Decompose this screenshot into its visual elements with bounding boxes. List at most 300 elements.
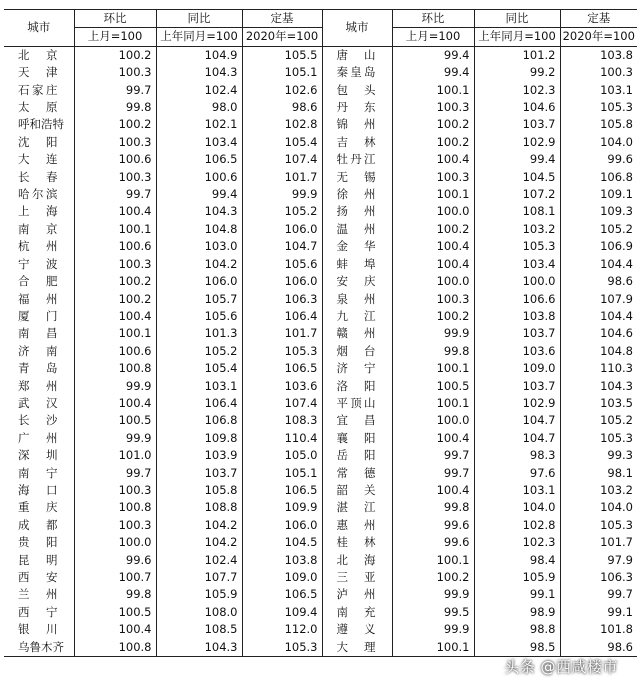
mom-value-right: 99.4 <box>392 64 474 81</box>
mom-value-left: 99.7 <box>74 186 156 203</box>
city-name-right: 南 充 <box>322 604 392 621</box>
base-value-right: 104.4 <box>560 308 637 325</box>
mom-value-left: 100.1 <box>74 325 156 342</box>
table-row <box>4 499 637 516</box>
col-header-mom: 环比 <box>74 10 156 28</box>
mom-value-right: 100.2 <box>392 134 474 151</box>
base-value-left: 104.5 <box>242 534 322 551</box>
yoy-value-left: 104.8 <box>156 221 242 238</box>
mom-value-right: 100.4 <box>392 482 474 499</box>
table-row <box>4 430 637 447</box>
base-value-right: 100.3 <box>560 64 637 81</box>
yoy-value-left: 106.0 <box>156 273 242 290</box>
base-value-left: 101.7 <box>242 169 322 186</box>
yoy-value-right: 102.9 <box>474 134 560 151</box>
table-row <box>4 517 637 534</box>
city-name-left: 西 安 <box>18 570 58 584</box>
yoy-value-left: 104.3 <box>156 639 242 657</box>
city-name-left: 成 都 <box>18 517 58 532</box>
yoy-value-left: 106.8 <box>156 412 242 429</box>
table-row <box>4 639 637 657</box>
city-name-left: 南 昌 <box>18 326 58 341</box>
table-row <box>4 273 637 290</box>
city-name-right: 韶 关 <box>322 482 392 499</box>
city-name-right: 三 亚 <box>322 569 392 586</box>
table-row <box>4 169 637 186</box>
base-value-right: 104.0 <box>560 499 637 516</box>
base-value-left: 106.5 <box>242 482 322 499</box>
table-row <box>4 238 637 255</box>
base-value-right: 98.6 <box>560 273 637 290</box>
base-value-right: 99.6 <box>560 151 637 168</box>
city-name-right: 蚌 埠 <box>322 256 392 273</box>
mom-value-right: 100.4 <box>392 430 474 447</box>
mom-value-left: 100.3 <box>74 134 156 151</box>
mom-value-right: 99.7 <box>392 447 474 464</box>
yoy-value-right: 106.6 <box>474 291 560 308</box>
city-name-right: 济 宁 <box>322 360 392 377</box>
mom-value-left: 100.4 <box>74 395 156 412</box>
yoy-value-left: 104.3 <box>156 64 242 81</box>
yoy-value-right: 105.3 <box>474 238 560 255</box>
mom-value-left: 100.5 <box>74 412 156 429</box>
mom-value-left: 100.2 <box>74 273 156 290</box>
table-row <box>4 99 637 116</box>
city-name-left: 郑 州 <box>18 378 58 393</box>
mom-value-left: 100.2 <box>74 116 156 133</box>
yoy-value-left: 105.8 <box>156 482 242 499</box>
mom-value-left: 100.3 <box>74 482 156 499</box>
city-name-left: 武 汉 <box>18 395 58 410</box>
mom-value-left: 100.5 <box>74 604 156 621</box>
table-row <box>4 378 637 395</box>
yoy-value-left: 103.0 <box>156 238 242 255</box>
table-row <box>4 134 637 151</box>
city-name-right: 丹 东 <box>322 99 392 116</box>
yoy-value-left: 103.9 <box>156 447 242 464</box>
city-name-left: 海 口 <box>18 482 58 497</box>
table-row <box>4 308 637 325</box>
yoy-value-right: 103.4 <box>474 256 560 273</box>
table-row <box>4 447 637 464</box>
yoy-value-left: 102.1 <box>156 116 242 133</box>
base-value-right: 109.1 <box>560 186 637 203</box>
col-subheader-base: 2020年=100 <box>242 28 322 46</box>
mom-value-left: 100.4 <box>74 203 156 220</box>
yoy-value-left: 100.6 <box>156 169 242 186</box>
mom-value-left: 99.7 <box>74 465 156 482</box>
base-value-left: 102.8 <box>242 116 322 133</box>
base-value-left: 105.5 <box>242 46 322 64</box>
city-name-left: 长 沙 <box>18 413 58 428</box>
base-value-right: 104.8 <box>560 343 637 360</box>
base-value-right: 106.8 <box>560 169 637 186</box>
base-value-right: 110.3 <box>560 360 637 377</box>
mom-value-right: 99.5 <box>392 604 474 621</box>
mom-value-left: 100.8 <box>74 360 156 377</box>
mom-value-right: 99.9 <box>392 325 474 342</box>
base-value-left: 99.9 <box>242 186 322 203</box>
table-row <box>4 291 637 308</box>
yoy-value-right: 98.9 <box>474 604 560 621</box>
mom-value-left: 100.6 <box>74 238 156 255</box>
city-name-right: 温 州 <box>322 221 392 238</box>
city-name-right: 包 头 <box>322 82 392 99</box>
mom-value-right: 100.1 <box>392 552 474 569</box>
col-subheader-base-2: 2020年=100 <box>560 28 637 46</box>
yoy-value-right: 103.8 <box>474 308 560 325</box>
yoy-value-right: 104.5 <box>474 169 560 186</box>
base-value-right: 99.3 <box>560 447 637 464</box>
yoy-value-left: 104.9 <box>156 46 242 64</box>
table-row <box>4 360 637 377</box>
base-value-left: 112.0 <box>242 621 322 638</box>
city-name-left: 太 原 <box>18 100 58 115</box>
mom-value-right: 99.8 <box>392 343 474 360</box>
city-name-right: 扬 州 <box>322 203 392 220</box>
base-value-right: 103.5 <box>560 395 637 412</box>
yoy-value-left: 104.3 <box>156 203 242 220</box>
yoy-value-right: 102.3 <box>474 82 560 99</box>
yoy-value-left: 105.4 <box>156 360 242 377</box>
mom-value-left: 100.7 <box>74 569 156 586</box>
city-name-right: 平顶山 <box>322 395 392 412</box>
base-value-right: 98.1 <box>560 465 637 482</box>
mom-value-right: 100.1 <box>392 360 474 377</box>
col-subheader-mom-2: 上月=100 <box>392 28 474 46</box>
mom-value-right: 99.6 <box>392 517 474 534</box>
city-name-left: 大 连 <box>18 152 58 167</box>
city-name-left: 福 州 <box>18 291 58 306</box>
city-name-left: 兰 州 <box>18 587 58 602</box>
yoy-value-left: 104.2 <box>156 256 242 273</box>
base-value-left: 106.4 <box>242 308 322 325</box>
yoy-value-right: 100.0 <box>474 273 560 290</box>
city-name-left: 长 春 <box>18 169 58 184</box>
base-value-right: 109.3 <box>560 203 637 220</box>
city-name-right: 锦 州 <box>322 116 392 133</box>
city-name-right: 桂 林 <box>322 534 392 551</box>
yoy-value-right: 99.4 <box>474 151 560 168</box>
mom-value-left: 99.6 <box>74 552 156 569</box>
mom-value-left: 100.3 <box>74 169 156 186</box>
base-value-left: 101.7 <box>242 325 322 342</box>
table-row <box>4 82 637 99</box>
yoy-value-right: 98.5 <box>474 639 560 657</box>
yoy-value-left: 106.4 <box>156 395 242 412</box>
city-name-right: 襄 阳 <box>322 430 392 447</box>
mom-value-left: 100.4 <box>74 308 156 325</box>
mom-value-left: 100.2 <box>74 46 156 64</box>
mom-value-right: 100.2 <box>392 116 474 133</box>
base-value-right: 103.1 <box>560 82 637 99</box>
yoy-value-right: 98.3 <box>474 447 560 464</box>
mom-value-left: 100.2 <box>74 291 156 308</box>
col-subheader-yoy-2: 上年同月=100 <box>474 28 560 46</box>
mom-value-left: 100.3 <box>74 256 156 273</box>
yoy-value-right: 102.9 <box>474 395 560 412</box>
city-name-right: 牡丹江 <box>322 151 392 168</box>
table-row <box>4 586 637 603</box>
base-value-right: 104.6 <box>560 325 637 342</box>
city-name-left: 重 庆 <box>18 500 58 515</box>
city-name-left: 贵 阳 <box>18 535 58 550</box>
mom-value-right: 99.8 <box>392 499 474 516</box>
mom-value-right: 99.4 <box>392 46 474 64</box>
yoy-value-left: 105.6 <box>156 308 242 325</box>
base-value-left: 107.4 <box>242 395 322 412</box>
yoy-value-right: 101.2 <box>474 46 560 64</box>
base-value-right: 101.7 <box>560 534 637 551</box>
mom-value-right: 100.4 <box>392 151 474 168</box>
base-value-left: 103.6 <box>242 378 322 395</box>
city-name-right: 唐 山 <box>322 46 392 64</box>
base-value-right: 101.8 <box>560 621 637 638</box>
city-name-left: 石家庄 <box>18 82 58 97</box>
yoy-value-right: 103.2 <box>474 221 560 238</box>
city-name-right: 岳 阳 <box>322 447 392 464</box>
mom-value-right: 100.3 <box>392 169 474 186</box>
base-value-left: 106.5 <box>242 360 322 377</box>
city-name-left: 南 京 <box>18 221 58 236</box>
yoy-value-right: 98.4 <box>474 552 560 569</box>
base-value-left: 105.1 <box>242 64 322 81</box>
col-subheader-yoy: 上年同月=100 <box>156 28 242 46</box>
mom-value-right: 100.5 <box>392 378 474 395</box>
city-name-left: 宁 波 <box>18 256 58 271</box>
yoy-value-left: 103.7 <box>156 465 242 482</box>
base-value-right: 104.3 <box>560 378 637 395</box>
mom-value-left: 99.9 <box>74 430 156 447</box>
yoy-value-left: 104.2 <box>156 517 242 534</box>
city-name-left: 昆 明 <box>18 552 58 567</box>
yoy-value-right: 103.7 <box>474 325 560 342</box>
table-row <box>4 151 637 168</box>
base-value-left: 108.3 <box>242 412 322 429</box>
base-value-right: 106.9 <box>560 238 637 255</box>
base-value-left: 98.6 <box>242 99 322 116</box>
table-row <box>4 395 637 412</box>
city-name-left: 厦 门 <box>18 308 58 323</box>
mom-value-right: 100.1 <box>392 186 474 203</box>
base-value-left: 106.0 <box>242 273 322 290</box>
yoy-value-left: 105.9 <box>156 586 242 603</box>
col-subheader-mom: 上月=100 <box>74 28 156 46</box>
watermark: 头条 @西咸楼市 <box>504 658 618 676</box>
mom-value-left: 99.8 <box>74 99 156 116</box>
table-row <box>4 412 637 429</box>
header-row <box>4 10 637 28</box>
mom-value-right: 100.1 <box>392 395 474 412</box>
city-name-left: 南 宁 <box>18 465 58 480</box>
col-header-city: 城市 <box>4 10 74 47</box>
base-value-right: 105.3 <box>560 430 637 447</box>
mom-value-right: 99.6 <box>392 534 474 551</box>
base-value-right: 99.1 <box>560 604 637 621</box>
mom-value-left: 100.0 <box>74 534 156 551</box>
city-name-left: 西 宁 <box>18 604 58 619</box>
table-row <box>4 256 637 273</box>
yoy-value-right: 99.2 <box>474 64 560 81</box>
mom-value-right: 100.3 <box>392 291 474 308</box>
yoy-value-right: 98.8 <box>474 621 560 638</box>
base-value-right: 105.2 <box>560 412 637 429</box>
mom-value-right: 100.2 <box>392 569 474 586</box>
base-value-left: 105.0 <box>242 447 322 464</box>
mom-value-left: 100.4 <box>74 621 156 638</box>
base-value-left: 105.3 <box>242 343 322 360</box>
table-row <box>4 64 637 81</box>
table-row <box>4 552 637 569</box>
table-row <box>4 569 637 586</box>
mom-value-right: 100.4 <box>392 238 474 255</box>
city-name-right: 无 锡 <box>322 169 392 186</box>
yoy-value-right: 105.9 <box>474 569 560 586</box>
yoy-value-right: 103.1 <box>474 482 560 499</box>
base-value-right: 105.3 <box>560 517 637 534</box>
yoy-value-right: 104.7 <box>474 430 560 447</box>
mom-value-left: 101.0 <box>74 447 156 464</box>
yoy-value-left: 105.2 <box>156 343 242 360</box>
table-row <box>4 186 637 203</box>
city-name-left: 银 川 <box>18 622 58 637</box>
table-row <box>4 534 637 551</box>
yoy-value-right: 102.8 <box>474 517 560 534</box>
base-value-right: 105.2 <box>560 221 637 238</box>
city-name-right: 泸 州 <box>322 586 392 603</box>
mom-value-right: 100.3 <box>392 99 474 116</box>
city-name-left: 北 京 <box>18 47 58 62</box>
city-name-left: 合 肥 <box>18 274 58 289</box>
city-name-right: 北 海 <box>322 552 392 569</box>
yoy-value-left: 108.8 <box>156 499 242 516</box>
mom-value-left: 99.9 <box>74 378 156 395</box>
yoy-value-left: 102.4 <box>156 82 242 99</box>
mom-value-left: 99.7 <box>74 82 156 99</box>
city-name-left: 杭 州 <box>18 239 58 254</box>
col-header-yoy-2: 同比 <box>474 10 560 28</box>
table-row <box>4 46 637 64</box>
yoy-value-right: 103.7 <box>474 378 560 395</box>
subheader-row <box>4 28 637 46</box>
col-header-city-2: 城市 <box>322 10 392 47</box>
base-value-right: 104.4 <box>560 256 637 273</box>
yoy-value-left: 107.7 <box>156 569 242 586</box>
base-value-left: 105.4 <box>242 134 322 151</box>
base-value-right: 107.9 <box>560 291 637 308</box>
mom-value-right: 100.1 <box>392 639 474 657</box>
mom-value-left: 100.3 <box>74 517 156 534</box>
yoy-value-left: 98.0 <box>156 99 242 116</box>
mom-value-left: 100.8 <box>74 639 156 657</box>
base-value-right: 103.2 <box>560 482 637 499</box>
base-value-left: 106.5 <box>242 586 322 603</box>
base-value-right: 104.0 <box>560 134 637 151</box>
yoy-value-left: 108.0 <box>156 604 242 621</box>
col-header-yoy: 同比 <box>156 10 242 28</box>
yoy-value-right: 99.1 <box>474 586 560 603</box>
city-name-right: 湛 江 <box>322 499 392 516</box>
city-name-left: 呼和浩特 <box>18 117 64 132</box>
table-row <box>4 325 637 342</box>
city-name-right: 泉 州 <box>322 291 392 308</box>
mom-value-left: 100.6 <box>74 151 156 168</box>
city-name-left: 深 圳 <box>18 448 58 463</box>
city-name-right: 金 华 <box>322 238 392 255</box>
yoy-value-left: 105.7 <box>156 291 242 308</box>
yoy-value-left: 99.4 <box>156 186 242 203</box>
base-value-left: 106.0 <box>242 517 322 534</box>
city-name-right: 赣 州 <box>322 325 392 342</box>
city-name-left: 广 州 <box>18 430 58 445</box>
yoy-value-left: 106.5 <box>156 151 242 168</box>
mom-value-right: 100.2 <box>392 308 474 325</box>
base-value-left: 102.6 <box>242 82 322 99</box>
yoy-value-right: 103.6 <box>474 343 560 360</box>
city-name-right: 烟 台 <box>322 343 392 360</box>
base-value-left: 109.4 <box>242 604 322 621</box>
city-name-right: 吉 林 <box>322 134 392 151</box>
mom-value-right: 100.0 <box>392 203 474 220</box>
yoy-value-left: 104.2 <box>156 534 242 551</box>
table-row <box>4 465 637 482</box>
city-name-right: 惠 州 <box>322 517 392 534</box>
city-name-left: 沈 阳 <box>18 134 58 149</box>
mom-value-left: 100.1 <box>74 221 156 238</box>
base-value-left: 106.0 <box>242 221 322 238</box>
base-value-right: 105.3 <box>560 99 637 116</box>
table-row <box>4 482 637 499</box>
base-value-right: 99.7 <box>560 586 637 603</box>
yoy-value-right: 103.7 <box>474 116 560 133</box>
yoy-value-right: 109.0 <box>474 360 560 377</box>
col-header-base-2: 定基 <box>560 10 637 28</box>
table-row <box>4 203 637 220</box>
mom-value-left: 100.6 <box>74 343 156 360</box>
base-value-right: 98.6 <box>560 639 637 657</box>
yoy-value-left: 109.8 <box>156 430 242 447</box>
city-name-right: 九 江 <box>322 308 392 325</box>
base-value-left: 107.4 <box>242 151 322 168</box>
city-name-right: 安 庆 <box>322 273 392 290</box>
city-name-left: 青 岛 <box>18 361 58 376</box>
mom-value-right: 100.1 <box>392 82 474 99</box>
yoy-value-right: 104.0 <box>474 499 560 516</box>
city-name-right: 大 理 <box>322 639 392 657</box>
mom-value-right: 99.7 <box>392 465 474 482</box>
base-value-right: 97.9 <box>560 552 637 569</box>
mom-value-right: 99.9 <box>392 621 474 638</box>
mom-value-right: 99.9 <box>392 586 474 603</box>
base-value-left: 105.2 <box>242 203 322 220</box>
city-name-right: 秦皇岛 <box>322 64 392 81</box>
yoy-value-left: 103.4 <box>156 134 242 151</box>
base-value-right: 103.8 <box>560 46 637 64</box>
base-value-left: 106.3 <box>242 291 322 308</box>
mom-value-left: 100.3 <box>74 64 156 81</box>
city-name-right: 徐 州 <box>322 186 392 203</box>
mom-value-right: 100.2 <box>392 221 474 238</box>
mom-value-right: 100.4 <box>392 256 474 273</box>
table-body <box>4 46 637 656</box>
base-value-left: 105.1 <box>242 465 322 482</box>
yoy-value-right: 104.7 <box>474 412 560 429</box>
base-value-right: 106.3 <box>560 569 637 586</box>
city-name-left: 哈尔滨 <box>18 187 58 202</box>
city-name-left: 天 津 <box>18 65 58 80</box>
mom-value-left: 99.8 <box>74 586 156 603</box>
base-value-left: 103.8 <box>242 552 322 569</box>
